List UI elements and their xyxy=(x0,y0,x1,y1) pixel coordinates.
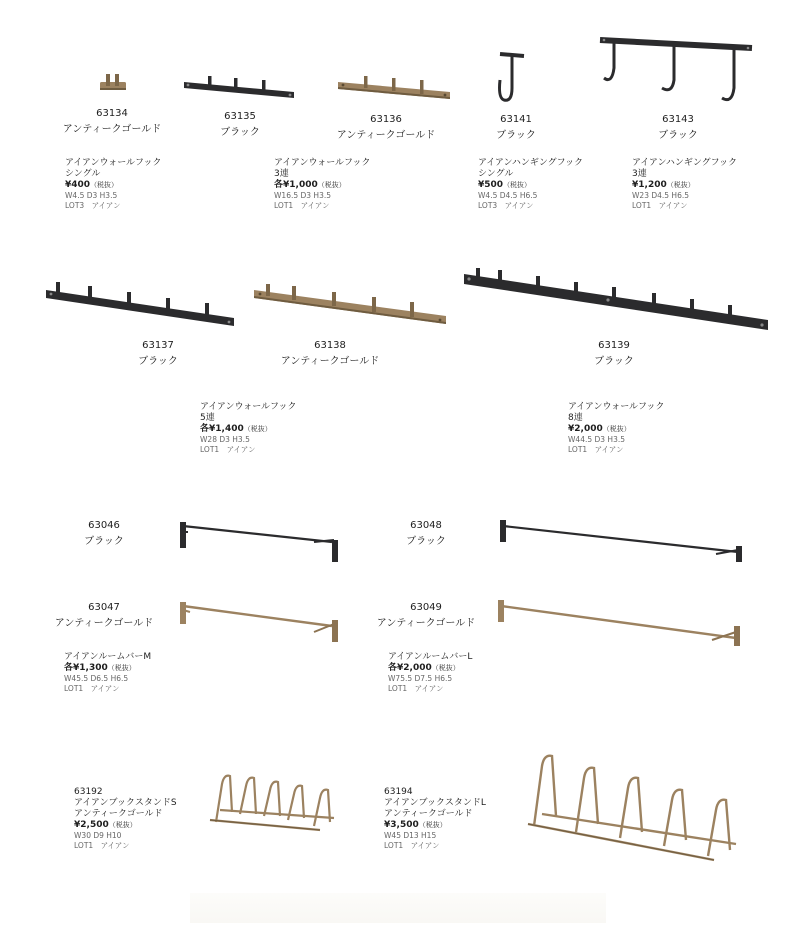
tax-note: （税抜） xyxy=(108,821,137,829)
product-name: アイアンウォールフック xyxy=(568,402,665,412)
product-price: ¥500 xyxy=(478,180,504,190)
product-variant: 5連 xyxy=(200,413,215,423)
tax-note: （税抜） xyxy=(243,425,272,433)
product-size: W28 D3 H3.5 xyxy=(200,435,250,444)
product-image-63138 xyxy=(252,284,452,330)
tax-note: （税抜） xyxy=(90,181,119,189)
product-image-63194 xyxy=(524,752,746,868)
product-name: アイアンウォールフック xyxy=(200,402,297,412)
product-caption-63141 xyxy=(466,112,566,144)
product-image-63137 xyxy=(44,282,240,332)
product-color: アンティークゴールド xyxy=(376,618,476,629)
product-code: 63137 xyxy=(142,340,174,351)
product-code: 63141 xyxy=(500,114,532,125)
product-lot: LOT3 アイアン xyxy=(65,201,121,210)
product-caption-63046 xyxy=(54,518,154,550)
product-caption-63139 xyxy=(564,338,664,370)
product-code: 63049 xyxy=(410,602,442,613)
product-name: アイアンウォールフック xyxy=(65,158,162,168)
product-image-63046 xyxy=(180,518,342,564)
product-code: 63194 xyxy=(384,787,413,797)
product-caption-63047 xyxy=(54,600,154,632)
product-code: 63135 xyxy=(224,111,256,122)
product-color: ブラック xyxy=(406,536,446,547)
product-caption-63137 xyxy=(108,338,208,370)
product-color: ブラック xyxy=(658,130,698,141)
product-color: ブラック xyxy=(84,536,124,547)
product-lot: LOT1 アイアン xyxy=(74,841,130,850)
product-name: アイアンハンギングフック xyxy=(478,158,584,168)
product-lot: LOT1 アイアン xyxy=(568,445,624,454)
product-size: W75.5 D7.5 H6.5 xyxy=(388,674,453,683)
product-size: W4.5 D3 H3.5 xyxy=(65,191,118,200)
product-lot: LOT1 アイアン xyxy=(632,201,688,210)
product-code: 63134 xyxy=(96,108,128,119)
product-caption-63143 xyxy=(628,112,728,144)
spec-block-wallhook-single xyxy=(65,158,161,211)
spec-block-wallhook-3ren xyxy=(274,158,370,211)
product-caption-63049 xyxy=(376,600,476,632)
tax-note: （税抜） xyxy=(431,664,460,672)
product-lot: LOT1 アイアン xyxy=(274,201,330,210)
product-image-63192 xyxy=(208,768,340,834)
product-lot: LOT1 アイアン xyxy=(200,445,256,454)
product-size: W45 D13 H15 xyxy=(384,831,437,840)
product-caption-63135 xyxy=(190,109,290,141)
product-color: ブラック xyxy=(220,127,260,138)
product-name: アイアンルームバーL xyxy=(388,652,473,662)
tax-note: （税抜） xyxy=(418,821,447,829)
product-image-63049 xyxy=(498,598,746,648)
product-variant: シングル xyxy=(65,169,101,179)
product-price: ¥400 xyxy=(65,180,91,190)
product-size: W16.5 D3 H3.5 xyxy=(274,191,331,200)
spec-block-roombar-m xyxy=(64,652,151,694)
tax-note: （税抜） xyxy=(107,664,136,672)
spec-block-bookstand-s xyxy=(74,787,177,851)
spec-block-hanging-3ren xyxy=(632,158,737,211)
product-price: ¥1,200 xyxy=(632,180,667,190)
product-color: アンティークゴールド xyxy=(280,356,380,367)
product-image-63134 xyxy=(100,74,130,94)
product-price: 各¥1,000 xyxy=(274,180,318,190)
product-price: ¥2,500 xyxy=(74,820,109,830)
product-color: ブラック xyxy=(138,356,178,367)
product-size: W30 D9 H10 xyxy=(74,831,122,840)
product-code: 63136 xyxy=(370,114,402,125)
product-image-63139 xyxy=(462,268,774,340)
product-code: 63048 xyxy=(410,520,442,531)
product-name: アイアンブックスタンドS xyxy=(74,798,177,808)
product-color: アンティークゴールド xyxy=(384,809,473,819)
product-color: アンティークゴールド xyxy=(336,130,436,141)
product-name: アイアンルームバーM xyxy=(64,652,152,662)
product-color: アンティークゴールド xyxy=(54,618,154,629)
product-variant: 3連 xyxy=(632,169,647,179)
product-image-63141 xyxy=(496,50,536,110)
product-code: 63143 xyxy=(662,114,694,125)
product-color: ブラック xyxy=(594,356,634,367)
spec-block-wallhook-8ren xyxy=(568,402,664,455)
product-name: アイアンウォールフック xyxy=(274,158,371,168)
product-code: 63138 xyxy=(314,340,346,351)
product-price: 各¥2,000 xyxy=(388,663,432,673)
product-variant: シングル xyxy=(478,169,514,179)
product-price: 各¥1,300 xyxy=(64,663,108,673)
product-size: W23 D4.5 H6.5 xyxy=(632,191,689,200)
product-caption-63048 xyxy=(376,518,476,550)
product-image-63048 xyxy=(500,518,746,564)
product-code: 63192 xyxy=(74,787,103,797)
product-variant: 8連 xyxy=(568,413,583,423)
product-name: アイアンハンギングフック xyxy=(632,158,738,168)
product-size: W4.5 D4.5 H6.5 xyxy=(478,191,538,200)
product-size: W45.5 D6.5 H6.5 xyxy=(64,674,129,683)
product-name: アイアンブックスタンドL xyxy=(384,798,486,808)
tax-note: （税抜） xyxy=(503,181,532,189)
tax-note: （税抜） xyxy=(602,425,631,433)
product-color: アンティークゴールド xyxy=(62,124,162,135)
product-price: 各¥1,400 xyxy=(200,424,244,434)
spec-block-roombar-l xyxy=(388,652,472,694)
product-lot: LOT1 アイアン xyxy=(388,684,444,693)
product-caption-63134 xyxy=(62,106,162,138)
product-image-63047 xyxy=(180,598,342,644)
product-image-63136 xyxy=(336,74,456,102)
product-lot: LOT1 アイアン xyxy=(384,841,440,850)
product-size: W44.5 D3 H3.5 xyxy=(568,435,625,444)
tax-note: （税抜） xyxy=(666,181,695,189)
product-variant: 3連 xyxy=(274,169,289,179)
product-color: ブラック xyxy=(496,130,536,141)
product-caption-63138 xyxy=(280,338,380,370)
product-lot: LOT1 アイアン xyxy=(64,684,120,693)
product-caption-63136 xyxy=(336,112,436,144)
spec-block-bookstand-l xyxy=(384,787,486,851)
product-lot: LOT3 アイアン xyxy=(478,201,534,210)
product-code: 63046 xyxy=(88,520,120,531)
tax-note: （税抜） xyxy=(317,181,346,189)
bottom-fade-strip xyxy=(190,893,606,923)
product-price: ¥3,500 xyxy=(384,820,419,830)
product-code: 63047 xyxy=(88,602,120,613)
product-image-63143 xyxy=(596,32,758,112)
product-color: アンティークゴールド xyxy=(74,809,163,819)
spec-block-wallhook-5ren xyxy=(200,402,296,455)
product-code: 63139 xyxy=(598,340,630,351)
product-price: ¥2,000 xyxy=(568,424,603,434)
spec-block-hanging-single xyxy=(478,158,583,211)
product-image-63135 xyxy=(182,74,302,100)
